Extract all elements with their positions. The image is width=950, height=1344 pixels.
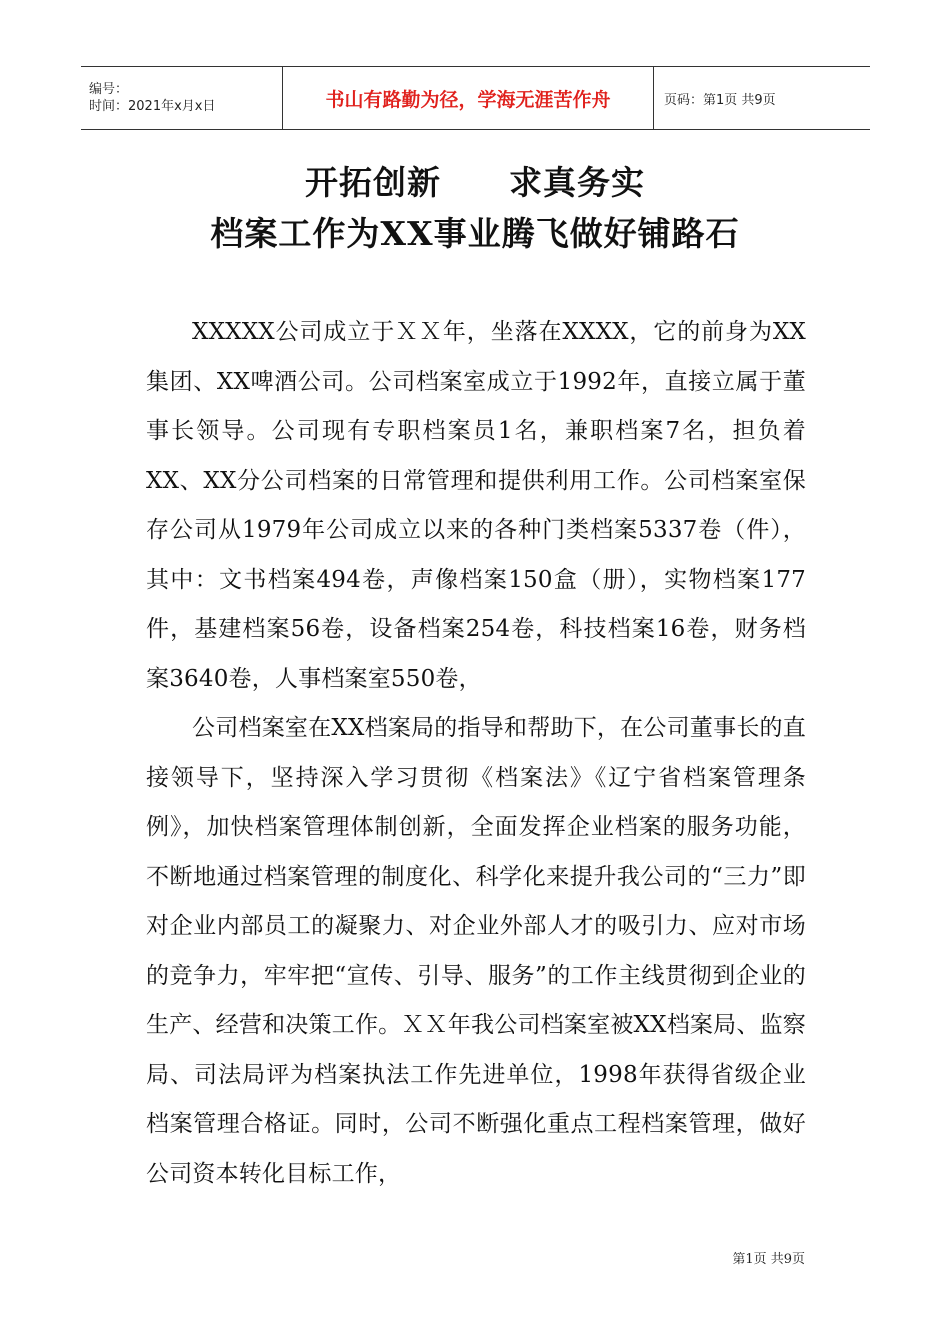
header-page-cell	[654, 67, 870, 129]
paragraph-2: 公司档案室在XX档案局的指导和帮助下，在公司董事长的直接领导下，坚持深入学习贯彻《档案法》《辽宁省档案管理条例》，加快档案管理体制创新，全面发挥企业档案的服务功能，不断地通过档案管理的制度化、科学化来提升我公司的“三力”即对企业内部员工的凝聚力、对企业外部人才的吸引力、应对市场的竞争力，牢牢把“宣传、引导、服务”的工作主线贯彻到企业的生产、经营和决策工作。ＸＸ年我公司档案室被XX档案局、监察局、司法局评为档案执法工作先进单位，1998年获得省级企业档案管理合格证。同时，公司不断强化重点工程档案管理，做好公司资本转化目标工作，	[146, 715, 806, 1187]
header-motto-cell	[283, 67, 654, 129]
date-label: 时间：2021年x月x日	[89, 99, 216, 114]
document-body	[146, 308, 806, 1199]
serial-number-label: 编号：	[89, 82, 129, 97]
document-title-line-2: 档案工作为XX事业腾飞做好铺路石	[210, 214, 740, 253]
paragraph-1: XXXXX公司成立于ＸＸ年，坐落在XXXX，它的前身为XX集团、XX啤酒公司。公司档案室成立于1992年，直接立属于董事长领导。公司现有专职档案员1名，兼职档案7名，担负着XX、XX分公司档案的日常管理和提供利用工作。公司档案室保存公司从1979年公司成立以来的各种门类档案5337卷（件），其中：文书档案494卷，声像档案150盒（册），实物档案177件，基建档案56卷，设备档案254卷，科技档案16卷，财务档案3640卷，人事档案室550卷，	[146, 319, 806, 692]
header-motto: 书山有路勤为径，学海无涯苦作舟	[325, 88, 611, 111]
document-title-line-1: 开拓创新 求真务实	[305, 163, 645, 202]
header-page-info: 页码：第1页 共9页	[664, 92, 776, 108]
footer-page-info: 第1页 共9页	[732, 1252, 805, 1267]
header-meta	[81, 67, 283, 129]
page-header	[81, 66, 870, 130]
